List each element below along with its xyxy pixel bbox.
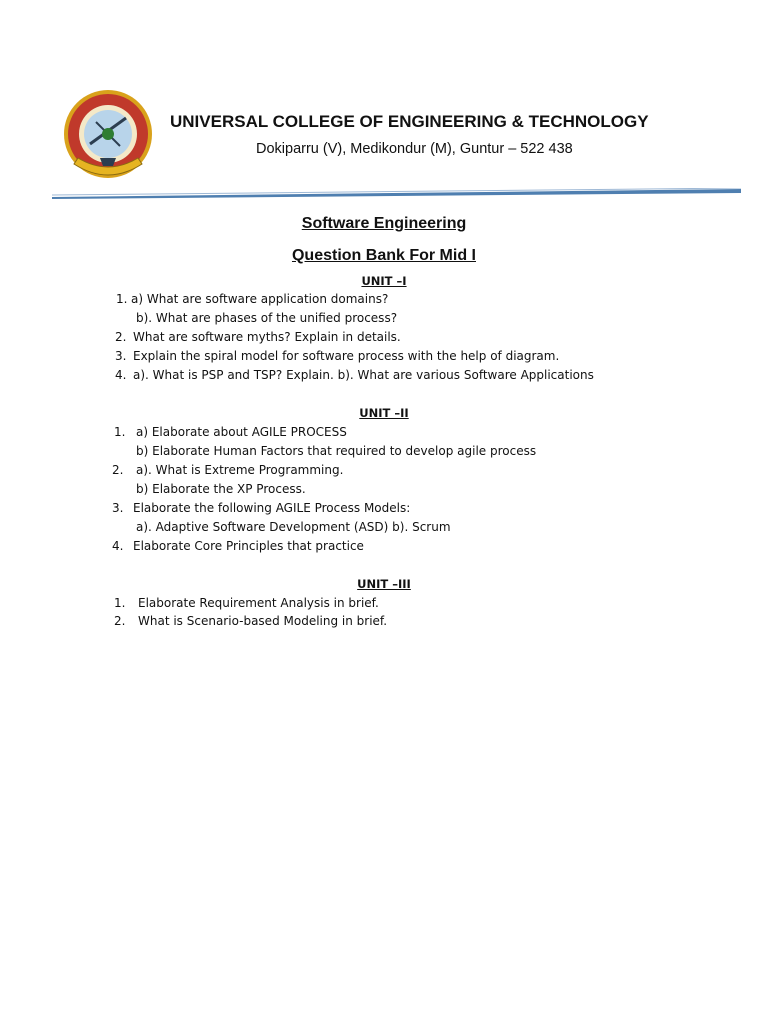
question-number: 1. (114, 425, 126, 439)
question-text: a). What is PSP and TSP? Explain. b). What are various Software Applications (133, 368, 594, 382)
question-text: b) Elaborate Human Factors that required to develop agile process (136, 444, 537, 458)
question-number: 1. (116, 292, 128, 306)
question-text: b). What are phases of the unified process? (136, 311, 398, 325)
question-text: a). Adaptive Software Development (ASD) b). Scrum (136, 520, 451, 534)
header-divider (52, 188, 741, 200)
question-number: 3. (115, 349, 127, 363)
document-title: Software Engineering (301, 215, 467, 232)
question-number: 2. (114, 614, 126, 628)
unit-heading: UNIT –I (361, 274, 407, 288)
document-subtitle: Question Bank For Mid I (291, 247, 476, 264)
question-number: 1. (114, 596, 126, 610)
college-address: Dokiparru (V), Medikondur (M), Guntur – 522 438 (256, 141, 573, 157)
college-logo (60, 88, 156, 184)
question-number: 4. (112, 539, 124, 553)
question-number: 3. (112, 501, 124, 515)
question-text: Elaborate the following AGILE Process Models: (133, 501, 411, 515)
question-text: What is Scenario-based Modeling in brief. (138, 614, 388, 628)
unit-heading: UNIT –III (357, 577, 411, 591)
question-text: a) What are software application domains? (131, 292, 389, 306)
question-text: a) Elaborate about AGILE PROCESS (136, 425, 347, 439)
question-number: 2. (115, 330, 127, 344)
question-text: Elaborate Core Principles that practice (133, 539, 364, 553)
unit-heading: UNIT –II (359, 406, 409, 420)
question-text: a). What is Extreme Programming. (136, 463, 344, 477)
college-name: UNIVERSAL COLLEGE OF ENGINEERING & TECHNOLOGY (170, 112, 649, 131)
question-number: 2. (112, 463, 124, 477)
question-text: b) Elaborate the XP Process. (136, 482, 306, 496)
question-text: Explain the spiral model for software process with the help of diagram. (133, 349, 560, 363)
question-text: What are software myths? Explain in details. (133, 330, 401, 344)
question-text: Elaborate Requirement Analysis in brief. (138, 596, 379, 610)
question-number: 4. (115, 368, 127, 382)
